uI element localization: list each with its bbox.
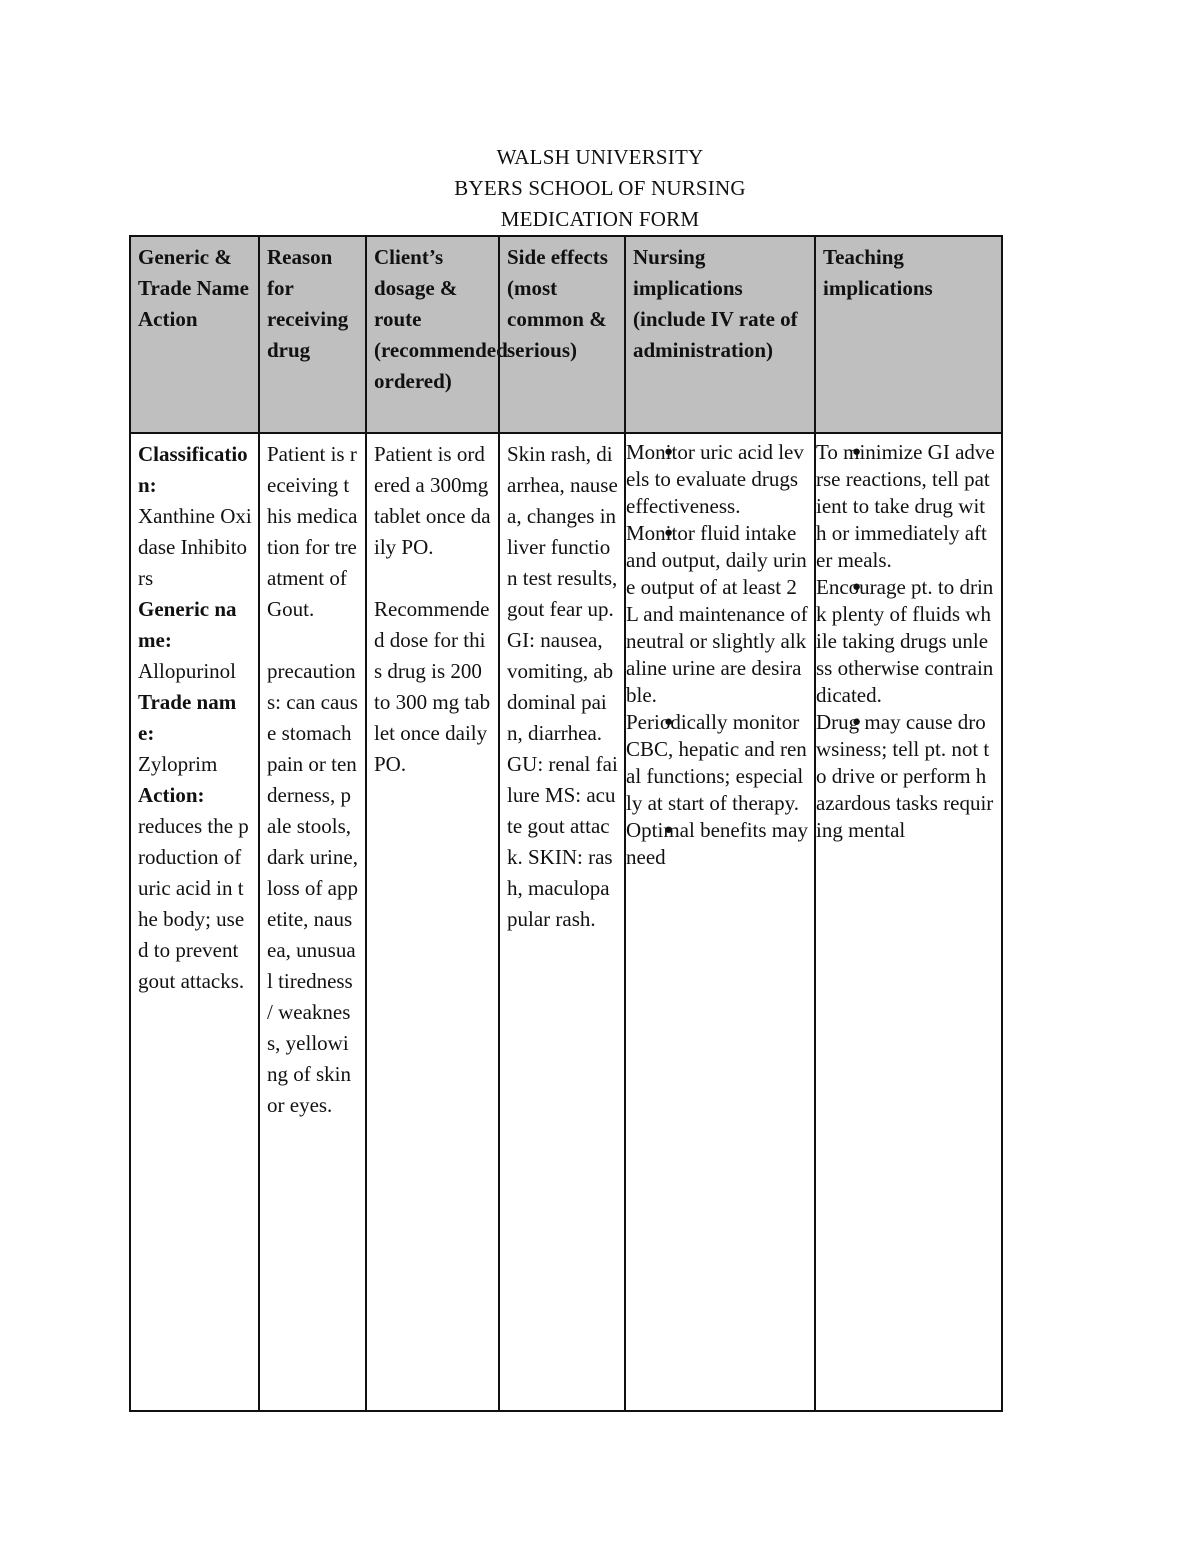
classification-value: Xanthine Oxidase Inhibitors [138, 504, 252, 590]
col-header-nursing: Nursing implications (include IV rate of administration) [625, 236, 815, 433]
trade-name-label: Trade name: [138, 690, 237, 745]
generic-name-label: Generic name: [138, 597, 237, 652]
table-row [130, 433, 1002, 1411]
list-item: ● Optimal benefits may need [626, 817, 808, 871]
list-item: ● To minimize GI adverse reactions, tell patient to take drug with or immediately after meals. [816, 439, 995, 574]
form-title-block [0, 142, 1200, 235]
col-header-teaching: Teaching implications [815, 236, 1002, 433]
col-header-reason: Reason for receiving drug [259, 236, 366, 433]
list-item: ● Monitor uric acid levels to evaluate drugs effectiveness. [626, 439, 808, 520]
list-item: ● Periodically monitor CBC, hepatic and renal functions; especially at start of therapy. [626, 709, 808, 817]
side-effects-text: Skin rash, diarrhea, nausea, changes in liver function test results, gout fear up. GI: nausea, vomiting, abdominal pain, diarrhea. GU: renal failure MS: acute gout attack. SKIN: rash, maculopapular rash. [507, 442, 618, 931]
cell-reason [259, 433, 366, 1411]
cell-generic [130, 433, 259, 1411]
list-item: ● Encourage pt. to drink plenty of fluids while taking drugs unless otherwise contraindicated. [816, 574, 995, 709]
precautions-text: precautions: can cause stomach pain or tenderness, pale stools, dark urine, loss of appetite, nausea, unusual tiredness / weakness, yellowing of skin or eyes. [267, 659, 358, 1117]
list-item: ● Monitor fluid intake and output, daily urine output of at least 2 L and maintenance of neutral or slightly alkaline urine are desirable. [626, 520, 808, 709]
recommended-dose-text: Recommended dose for this drug is 200 to 300 mg tablet once daily PO. [374, 597, 491, 776]
trade-name-value: Zyloprim [138, 752, 218, 776]
col-header-side-effects: Side effects (most common & serious) [499, 236, 625, 433]
school-name: BYERS SCHOOL OF NURSING [454, 176, 746, 200]
list-item: ● Drug may cause drowsiness; tell pt. not to drive or perform hazardous tasks requiring mental [816, 709, 995, 844]
teaching-list [816, 439, 995, 844]
reason-text: Patient is receiving this medication for treatment of Gout. [267, 442, 358, 621]
header-row [130, 236, 1002, 433]
university-name: WALSH UNIVERSITY [496, 145, 704, 169]
action-label: Action: [138, 783, 205, 807]
cell-dosage [366, 433, 499, 1411]
cell-side-effects [499, 433, 625, 1411]
classification-label: Classification: [138, 442, 248, 497]
cell-nursing [625, 433, 815, 1411]
col-header-generic: Generic & Trade Name Action [130, 236, 259, 433]
medication-table [129, 235, 1003, 1412]
action-value: reduces the production of uric acid in the body; used to prevent gout attacks. [138, 814, 249, 993]
col-header-dosage: Client’s dosage & route (recommended ordered) [366, 236, 499, 433]
cell-teaching [815, 433, 1002, 1411]
form-name: MEDICATION FORM [500, 207, 700, 231]
generic-name-value: Allopurinol [138, 659, 236, 683]
nursing-list [626, 439, 808, 871]
ordered-dose-text: Patient is ordered a 300mg tablet once daily PO. [374, 442, 491, 559]
